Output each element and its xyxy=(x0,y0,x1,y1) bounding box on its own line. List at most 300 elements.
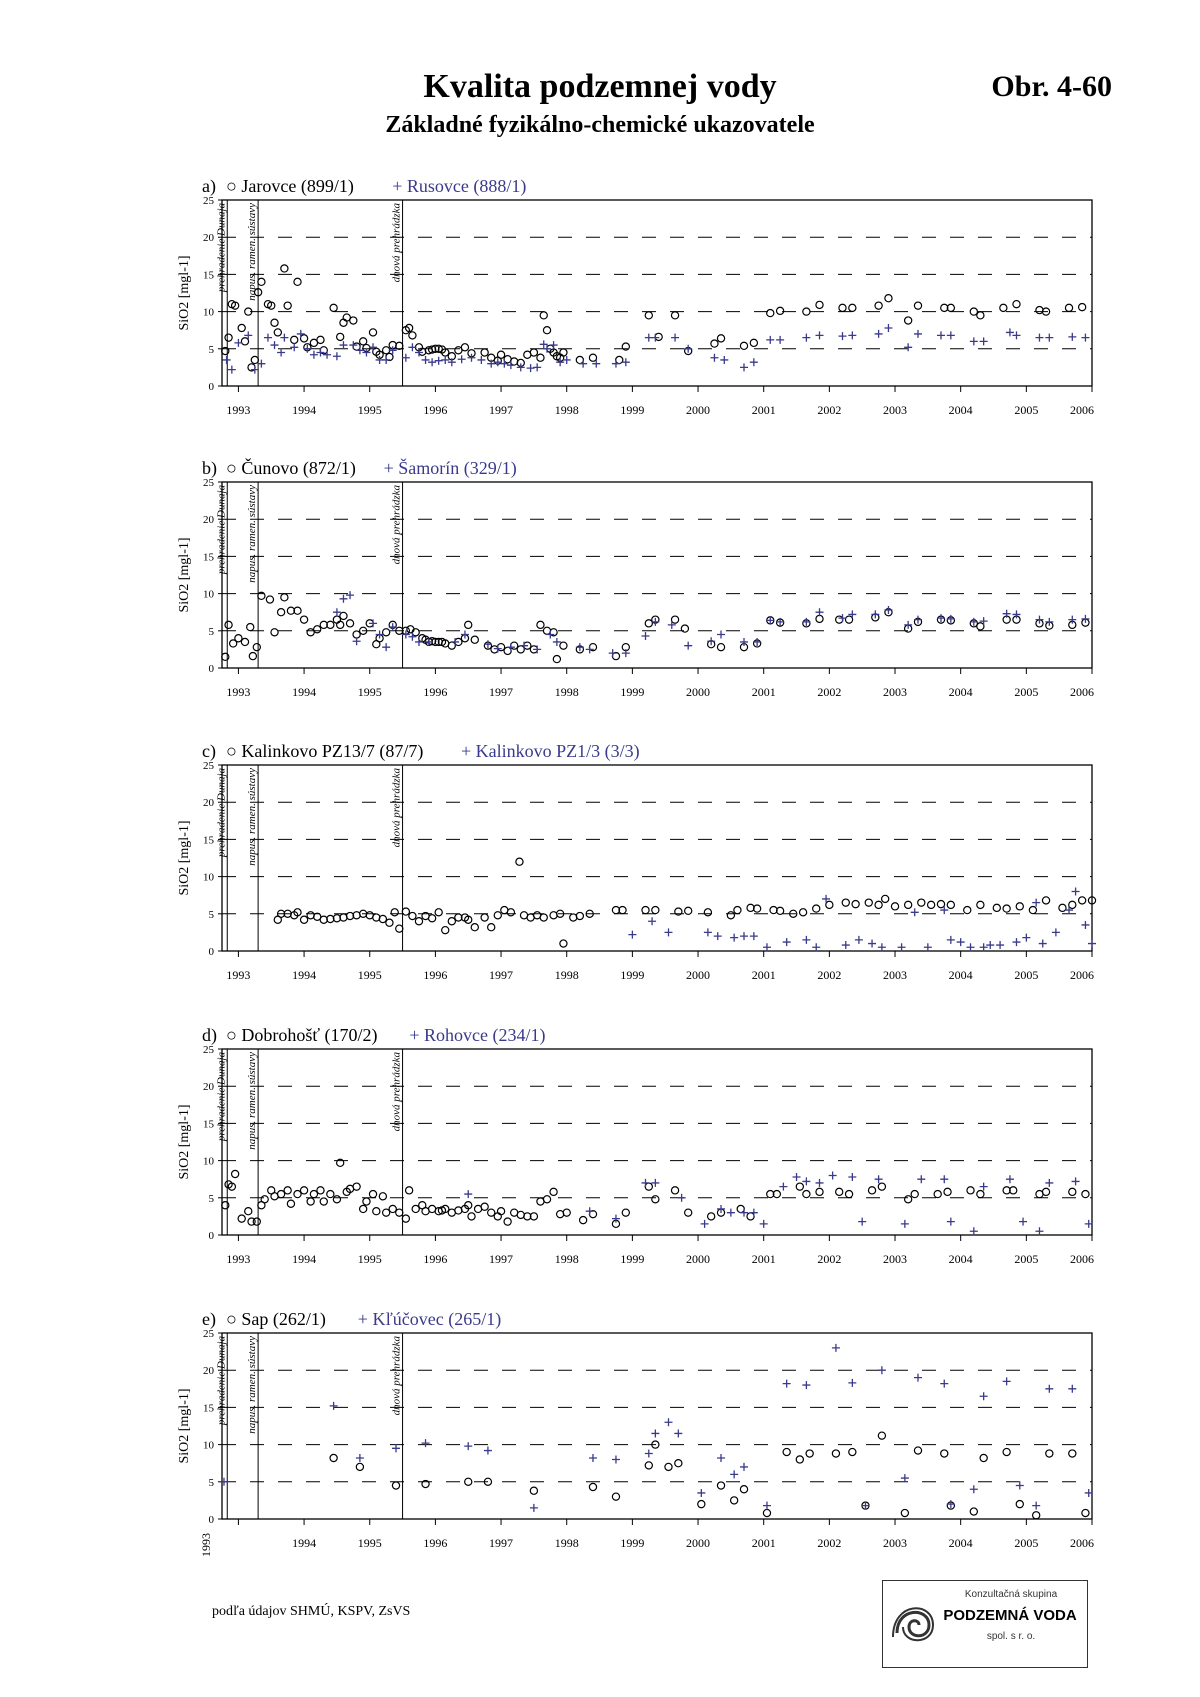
data-point-circle xyxy=(543,327,550,334)
data-point-circle xyxy=(507,909,514,916)
x-tick-label: 1999 xyxy=(620,968,645,982)
data-point-circle xyxy=(675,1460,682,1467)
data-point-circle xyxy=(314,626,321,633)
data-point-plus xyxy=(1045,1179,1053,1187)
data-point-circle xyxy=(905,901,912,908)
data-point-circle xyxy=(261,1196,268,1203)
event-label: dnová prehrádzka xyxy=(390,768,403,848)
x-tick-label: 1999 xyxy=(620,1252,645,1266)
data-point-plus xyxy=(727,1209,735,1217)
data-point-plus xyxy=(612,1455,620,1463)
data-point-circle xyxy=(878,1183,885,1190)
x-tick-label: 2003 xyxy=(883,1252,908,1266)
data-point-circle xyxy=(750,339,757,346)
data-point-circle xyxy=(1082,1190,1089,1197)
x-tick-label: 2004 xyxy=(948,1252,973,1266)
data-point-circle xyxy=(415,918,422,925)
data-point-circle xyxy=(839,304,846,311)
y-tick-label: 25 xyxy=(203,1044,214,1056)
data-point-circle xyxy=(671,616,678,623)
data-point-circle xyxy=(1013,301,1020,308)
data-point-plus xyxy=(1003,1377,1011,1385)
data-point-plus xyxy=(884,324,892,332)
y-axis-label: SiO2 [mgl-1] xyxy=(177,255,192,331)
panel-label: c) xyxy=(202,741,216,761)
data-point-circle xyxy=(330,304,337,311)
x-tick-label: 2006 xyxy=(1070,968,1094,982)
data-point-plus xyxy=(586,1207,594,1215)
data-point-plus xyxy=(223,356,231,364)
data-point-circle xyxy=(294,278,301,285)
data-point-circle xyxy=(1079,897,1086,904)
data-point-circle xyxy=(711,340,718,347)
data-point-circle xyxy=(238,324,245,331)
data-point-circle xyxy=(225,621,232,628)
data-point-plus xyxy=(648,917,656,925)
data-point-plus xyxy=(1045,618,1053,626)
data-point-plus xyxy=(868,940,876,948)
data-point-circle xyxy=(340,319,347,326)
x-tick-label: 1995 xyxy=(357,1536,382,1550)
data-point-plus xyxy=(904,343,912,351)
data-point-circle xyxy=(1003,1448,1010,1455)
data-point-circle xyxy=(333,1196,340,1203)
data-point-plus xyxy=(330,1402,338,1410)
data-point-plus xyxy=(339,341,347,349)
event-label: prehradenie Dunaja xyxy=(215,1336,228,1426)
data-point-plus xyxy=(980,337,988,345)
data-point-circle xyxy=(540,312,547,319)
x-tick-label: 2002 xyxy=(817,403,842,417)
data-point-circle xyxy=(685,907,692,914)
data-point-circle xyxy=(369,1190,376,1197)
x-tick-label: 1996 xyxy=(423,1252,448,1266)
data-point-plus xyxy=(290,343,298,351)
data-point-plus xyxy=(664,928,672,936)
x-tick-label: 1998 xyxy=(554,968,579,982)
data-point-circle xyxy=(396,1209,403,1216)
data-point-circle xyxy=(287,1200,294,1207)
data-point-circle xyxy=(652,1196,659,1203)
data-point-circle xyxy=(379,1193,386,1200)
event-label: dnová prehrádzka xyxy=(390,485,403,565)
data-point-plus xyxy=(838,332,846,340)
x-tick-label: 1993 xyxy=(226,685,251,699)
panel-label: e) xyxy=(202,1309,216,1329)
data-point-plus xyxy=(1035,334,1043,342)
y-tick-label: 0 xyxy=(208,381,214,393)
data-point-plus xyxy=(678,1194,686,1202)
data-point-circle xyxy=(353,343,360,350)
data-point-circle xyxy=(281,594,288,601)
legend-series-1: ○ Dobrohošť (170/2) xyxy=(226,1025,378,1045)
data-point-plus xyxy=(609,649,617,657)
x-tick-label: 2003 xyxy=(883,403,908,417)
data-point-circle xyxy=(241,338,248,345)
data-point-circle xyxy=(530,1487,537,1494)
data-point-plus xyxy=(875,330,883,338)
data-point-plus xyxy=(783,1380,791,1388)
data-point-plus xyxy=(1032,1502,1040,1510)
data-point-circle xyxy=(905,1196,912,1203)
data-point-circle xyxy=(497,644,504,651)
y-axis-label: SiO2 [mgl-1] xyxy=(177,537,192,613)
data-point-circle xyxy=(878,1432,885,1439)
data-point-plus xyxy=(750,1209,758,1217)
data-point-circle xyxy=(616,356,623,363)
data-point-plus xyxy=(674,1429,682,1437)
data-point-plus xyxy=(533,363,541,371)
y-tick-label: 15 xyxy=(203,1118,214,1131)
data-point-circle xyxy=(468,1213,475,1220)
data-point-circle xyxy=(409,912,416,919)
data-point-circle xyxy=(914,1447,921,1454)
plot-frame xyxy=(222,765,1092,951)
data-point-circle xyxy=(875,901,882,908)
data-point-circle xyxy=(274,329,281,336)
data-point-circle xyxy=(622,1209,629,1216)
data-point-plus xyxy=(710,354,718,362)
data-point-circle xyxy=(1000,304,1007,311)
data-point-circle xyxy=(346,620,353,627)
data-point-plus xyxy=(1045,334,1053,342)
data-point-plus xyxy=(1019,1218,1027,1226)
data-point-circle xyxy=(645,1183,652,1190)
data-point-circle xyxy=(1079,304,1086,311)
data-point-plus xyxy=(848,1173,856,1181)
data-point-plus xyxy=(1052,928,1060,936)
data-point-circle xyxy=(402,908,409,915)
data-point-circle xyxy=(442,927,449,934)
data-point-circle xyxy=(832,1450,839,1457)
data-point-circle xyxy=(340,612,347,619)
data-point-plus xyxy=(766,336,774,344)
data-point-plus xyxy=(730,1470,738,1478)
data-point-plus xyxy=(967,943,975,951)
data-point-plus xyxy=(1072,1177,1080,1185)
data-point-plus xyxy=(980,1392,988,1400)
x-tick-label: 2002 xyxy=(817,968,842,982)
data-point-circle xyxy=(849,1448,856,1455)
data-point-circle xyxy=(698,1501,705,1508)
data-point-circle xyxy=(402,1215,409,1222)
y-tick-label: 20 xyxy=(203,514,214,527)
data-point-circle xyxy=(977,1190,984,1197)
data-point-plus xyxy=(914,616,922,624)
data-point-plus xyxy=(701,1220,709,1228)
data-point-plus xyxy=(875,1175,883,1183)
data-point-plus xyxy=(858,1218,866,1226)
data-point-circle xyxy=(845,616,852,623)
data-point-circle xyxy=(369,329,376,336)
data-point-circle xyxy=(671,1187,678,1194)
data-point-circle xyxy=(589,354,596,361)
x-tick-label: 2005 xyxy=(1014,1536,1039,1550)
data-point-circle xyxy=(245,1208,252,1215)
data-point-plus xyxy=(464,1442,472,1450)
x-tick-label: 2005 xyxy=(1014,1252,1039,1266)
data-point-circle xyxy=(333,616,340,623)
data-point-circle xyxy=(435,909,442,916)
data-point-circle xyxy=(891,903,898,910)
data-point-circle xyxy=(391,909,398,916)
data-point-circle xyxy=(977,312,984,319)
data-point-plus xyxy=(793,1173,801,1181)
x-tick-label: 1997 xyxy=(489,1252,514,1266)
data-point-circle xyxy=(320,1198,327,1205)
x-tick-label: 1994 xyxy=(292,1536,317,1550)
data-point-plus xyxy=(914,1374,922,1382)
data-point-circle xyxy=(291,336,298,343)
legend-series-1: ○ Jarovce (899/1) xyxy=(226,176,354,196)
data-point-circle xyxy=(977,901,984,908)
data-point-circle xyxy=(392,1482,399,1489)
data-point-plus xyxy=(884,606,892,614)
data-point-circle xyxy=(589,1483,596,1490)
y-tick-label: 5 xyxy=(208,908,214,921)
data-point-plus xyxy=(717,1454,725,1462)
data-point-circle xyxy=(300,916,307,923)
x-tick-label: 1997 xyxy=(489,685,514,699)
data-point-circle xyxy=(1042,897,1049,904)
y-tick-label: 0 xyxy=(208,946,214,958)
data-point-plus xyxy=(264,334,272,342)
chart-panel-c xyxy=(177,741,1096,982)
x-tick-label: 2002 xyxy=(817,1536,842,1550)
data-point-circle xyxy=(1016,903,1023,910)
x-tick-label: 2003 xyxy=(883,968,908,982)
data-point-circle xyxy=(317,336,324,343)
data-point-plus xyxy=(848,610,856,618)
y-axis-label: SiO2 [mgl-1] xyxy=(177,1388,192,1464)
data-point-circle xyxy=(806,1450,813,1457)
data-point-plus xyxy=(878,1366,886,1374)
x-tick-label: 1993 xyxy=(226,968,251,982)
data-point-circle xyxy=(1069,1450,1076,1457)
data-point-circle xyxy=(284,1187,291,1194)
data-point-circle xyxy=(763,1509,770,1516)
data-point-circle xyxy=(396,925,403,932)
data-point-plus xyxy=(1035,616,1043,624)
data-point-plus xyxy=(422,1439,430,1447)
data-point-circle xyxy=(708,1213,715,1220)
data-point-circle xyxy=(517,646,524,653)
data-point-circle xyxy=(836,1188,843,1195)
data-point-plus xyxy=(507,643,515,651)
x-tick-label: 2003 xyxy=(883,1536,908,1550)
data-point-circle xyxy=(560,642,567,649)
data-point-circle xyxy=(448,642,455,649)
data-point-circle xyxy=(330,1454,337,1461)
event-label: napus. ramen. sústavy xyxy=(246,1052,259,1150)
x-tick-label: 1995 xyxy=(357,968,382,982)
data-point-circle xyxy=(914,302,921,309)
data-point-plus xyxy=(730,934,738,942)
x-tick-label: 2005 xyxy=(1014,685,1039,699)
data-point-circle xyxy=(580,1217,587,1224)
data-point-circle xyxy=(645,312,652,319)
y-tick-label: 10 xyxy=(203,1155,214,1168)
data-point-plus xyxy=(848,331,856,339)
data-point-circle xyxy=(928,901,935,908)
data-point-circle xyxy=(409,332,416,339)
data-point-plus xyxy=(914,330,922,338)
x-tick-label: 2005 xyxy=(1014,968,1039,982)
data-point-circle xyxy=(845,1190,852,1197)
data-point-plus xyxy=(980,1183,988,1191)
data-point-plus xyxy=(550,341,558,349)
data-point-circle xyxy=(1069,1188,1076,1195)
plot-frame xyxy=(222,200,1092,386)
data-point-circle xyxy=(317,1187,324,1194)
data-point-circle xyxy=(734,906,741,913)
x-tick-label: 1997 xyxy=(489,968,514,982)
data-point-circle xyxy=(386,919,393,926)
y-tick-label: 5 xyxy=(208,1476,214,1489)
y-tick-label: 20 xyxy=(203,1081,214,1094)
data-point-plus xyxy=(484,1447,492,1455)
data-point-circle xyxy=(941,1450,948,1457)
y-tick-label: 15 xyxy=(203,834,214,847)
data-point-plus xyxy=(1006,1175,1014,1183)
data-point-circle xyxy=(277,1190,284,1197)
event-label: prehradenie Dunaja xyxy=(215,768,228,858)
data-point-circle xyxy=(560,349,567,356)
panel-label: d) xyxy=(202,1025,217,1045)
data-point-circle xyxy=(383,1209,390,1216)
y-tick-label: 5 xyxy=(208,343,214,356)
data-point-circle xyxy=(918,899,925,906)
data-point-circle xyxy=(251,356,258,363)
data-point-circle xyxy=(816,615,823,622)
data-point-circle xyxy=(1003,905,1010,912)
data-point-circle xyxy=(796,1456,803,1463)
plot-frame xyxy=(222,1333,1092,1519)
data-point-circle xyxy=(836,616,843,623)
data-point-circle xyxy=(222,653,229,660)
data-point-plus xyxy=(1081,334,1089,342)
data-point-plus xyxy=(802,1177,810,1185)
data-point-plus xyxy=(704,928,712,936)
data-point-circle xyxy=(356,1463,363,1470)
data-point-plus xyxy=(779,1183,787,1191)
data-point-circle xyxy=(277,609,284,616)
data-point-plus xyxy=(1039,940,1047,948)
y-tick-label: 10 xyxy=(203,871,214,884)
data-point-plus xyxy=(911,908,919,916)
event-label: prehradenie Dunaja xyxy=(215,485,228,575)
x-tick-label: 1993 xyxy=(226,403,251,417)
data-point-circle xyxy=(511,642,518,649)
data-point-plus xyxy=(904,621,912,629)
data-point-circle xyxy=(530,349,537,356)
data-point-circle xyxy=(471,636,478,643)
x-tick-label: 1993 xyxy=(226,1252,251,1266)
x-tick-label: 2006 xyxy=(1070,685,1094,699)
data-point-circle xyxy=(799,909,806,916)
data-point-plus xyxy=(1012,938,1020,946)
data-point-plus xyxy=(783,938,791,946)
data-point-circle xyxy=(885,295,892,302)
data-point-plus xyxy=(520,642,528,650)
data-point-plus xyxy=(1045,1385,1053,1393)
x-tick-label: 1999 xyxy=(620,685,645,699)
data-point-circle xyxy=(563,1209,570,1216)
data-point-plus xyxy=(1088,940,1096,948)
data-point-circle xyxy=(481,349,488,356)
data-point-plus xyxy=(586,645,594,653)
x-tick-label: 1994 xyxy=(292,1252,317,1266)
data-point-circle xyxy=(238,1215,245,1222)
data-point-circle xyxy=(258,278,265,285)
page-title: Kvalita podzemnej vody xyxy=(423,68,777,105)
x-tick-label: 1995 xyxy=(357,1252,382,1266)
data-point-circle xyxy=(717,644,724,651)
x-tick-label: 2000 xyxy=(686,1252,711,1266)
y-tick-label: 10 xyxy=(203,1439,214,1452)
event-label: napus. ramen. sústavy xyxy=(246,768,259,866)
chart-panel-d xyxy=(177,1025,1094,1266)
x-tick-label: 1996 xyxy=(423,685,448,699)
data-point-circle xyxy=(993,904,1000,911)
data-point-circle xyxy=(681,625,688,632)
data-point-plus xyxy=(842,941,850,949)
x-tick-label: 2000 xyxy=(686,685,711,699)
x-tick-label: 2005 xyxy=(1014,403,1039,417)
legend-series-2: + Šamorín (329/1) xyxy=(383,458,517,478)
x-tick-label: 2006 xyxy=(1070,403,1094,417)
data-point-circle xyxy=(642,906,649,913)
data-point-circle xyxy=(461,344,468,351)
data-point-plus xyxy=(1032,899,1040,907)
y-tick-label: 5 xyxy=(208,1192,214,1205)
data-point-circle xyxy=(816,301,823,308)
data-point-circle xyxy=(685,1209,692,1216)
data-point-plus xyxy=(898,943,906,951)
data-point-plus xyxy=(280,334,288,342)
x-tick-label: 1997 xyxy=(489,403,514,417)
data-source-note: podľa údajov SHMÚ, KSPV, ZsVS xyxy=(212,1604,411,1619)
data-point-circle xyxy=(543,1196,550,1203)
data-point-plus xyxy=(533,645,541,653)
data-point-plus xyxy=(776,336,784,344)
y-tick-label: 10 xyxy=(203,588,214,601)
logo-wave-icon xyxy=(889,1593,937,1657)
data-point-circle xyxy=(1033,1512,1040,1519)
y-tick-label: 20 xyxy=(203,232,214,245)
data-point-plus xyxy=(970,337,978,345)
data-point-plus xyxy=(392,1444,400,1452)
chart-panel-b xyxy=(177,457,1094,699)
data-point-plus xyxy=(530,1504,538,1512)
data-point-circle xyxy=(937,901,944,908)
data-point-plus xyxy=(1003,610,1011,618)
data-point-circle xyxy=(379,915,386,922)
data-point-plus xyxy=(664,1418,672,1426)
data-point-circle xyxy=(225,334,232,341)
data-point-plus xyxy=(957,938,965,946)
data-point-circle xyxy=(271,629,278,636)
event-label: dnová prehrádzka xyxy=(390,203,403,283)
data-point-plus xyxy=(855,936,863,944)
data-point-plus xyxy=(740,363,748,371)
data-point-circle xyxy=(497,351,504,358)
data-point-plus xyxy=(947,936,955,944)
data-point-circle xyxy=(704,909,711,916)
data-point-circle xyxy=(783,1448,790,1455)
y-tick-label: 25 xyxy=(203,195,214,207)
legend-series-2: + Kľúčovec (265/1) xyxy=(357,1309,502,1329)
